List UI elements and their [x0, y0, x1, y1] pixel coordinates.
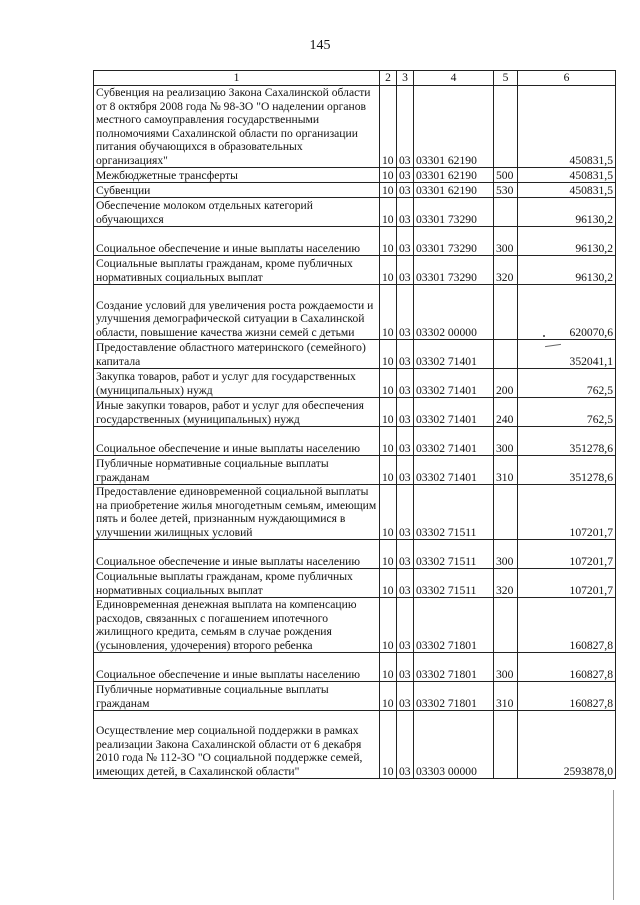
row-expense-type: [494, 711, 518, 779]
row-expense-type: 500: [494, 168, 518, 183]
scan-speck: [543, 335, 545, 337]
row-expense-type: 300: [494, 427, 518, 456]
row-description: Социальное обеспечение и иные выплаты населению: [94, 427, 380, 456]
table-row: [94, 256, 616, 285]
row-section: 10: [380, 256, 397, 285]
row-description: Иные закупки товаров, работ и услуг для обеспечения государственных (муниципальных) нужд: [94, 398, 380, 427]
row-subsection: 03: [397, 456, 414, 485]
row-description: Публичные нормативные социальные выплаты гражданам: [94, 456, 380, 485]
row-amount: 107201,7: [518, 540, 616, 569]
row-subsection: 03: [397, 227, 414, 256]
header-col-5: 5: [494, 71, 518, 86]
row-amount: 352041,1: [518, 340, 616, 369]
row-subsection: 03: [397, 485, 414, 540]
row-section: 10: [380, 485, 397, 540]
table-row: [94, 485, 616, 540]
row-target-code: 03301 73290: [414, 227, 494, 256]
row-target-code: 03302 71511: [414, 485, 494, 540]
table-row: [94, 340, 616, 369]
table-row: [94, 369, 616, 398]
table-header-row: [94, 71, 616, 86]
row-amount: 160827,8: [518, 598, 616, 653]
table-row: [94, 569, 616, 598]
row-amount: 107201,7: [518, 485, 616, 540]
row-amount: 160827,8: [518, 653, 616, 682]
row-subsection: 03: [397, 598, 414, 653]
row-target-code: 03301 62190: [414, 183, 494, 198]
row-subsection: 03: [397, 369, 414, 398]
row-section: 10: [380, 285, 397, 340]
header-col-1: 1: [94, 71, 380, 86]
row-amount: 450831,5: [518, 86, 616, 168]
row-description: Межбюджетные трансферты: [94, 168, 380, 183]
row-target-code: 03302 71511: [414, 540, 494, 569]
row-section: 10: [380, 711, 397, 779]
row-subsection: 03: [397, 569, 414, 598]
table-row: [94, 711, 616, 779]
table-row: [94, 456, 616, 485]
row-amount: 450831,5: [518, 168, 616, 183]
table-row: [94, 682, 616, 711]
row-section: 10: [380, 456, 397, 485]
row-section: 10: [380, 569, 397, 598]
row-subsection: 03: [397, 198, 414, 227]
header-col-3: 3: [397, 71, 414, 86]
row-expense-type: 310: [494, 682, 518, 711]
table-row: [94, 285, 616, 340]
row-expense-type: 240: [494, 398, 518, 427]
row-expense-type: [494, 340, 518, 369]
row-expense-type: 300: [494, 653, 518, 682]
row-amount: 96130,2: [518, 256, 616, 285]
row-target-code: 03302 71401: [414, 340, 494, 369]
row-expense-type: [494, 598, 518, 653]
row-description: Социальное обеспечение и иные выплаты населению: [94, 540, 380, 569]
page-number: 145: [309, 38, 331, 53]
row-amount: 2593878,0: [518, 711, 616, 779]
row-description: Единовременная денежная выплата на компенсацию расходов, связанных с погашением ипотечного жилищного кредита, семьям в случае рождения (усыновления, удочерения) второго ребенка: [94, 598, 380, 653]
row-target-code: 03302 71401: [414, 369, 494, 398]
row-expense-type: 530: [494, 183, 518, 198]
row-expense-type: 320: [494, 569, 518, 598]
row-description: Закупка товаров, работ и услуг для государственных (муниципальных) нужд: [94, 369, 380, 398]
row-subsection: 03: [397, 183, 414, 198]
row-subsection: 03: [397, 340, 414, 369]
table-row: [94, 398, 616, 427]
row-section: 10: [380, 598, 397, 653]
header-col-2: 2: [380, 71, 397, 86]
row-subsection: 03: [397, 256, 414, 285]
row-target-code: 03301 62190: [414, 168, 494, 183]
row-expense-type: 320: [494, 256, 518, 285]
table-row: [94, 598, 616, 653]
row-section: 10: [380, 653, 397, 682]
row-amount: 351278,6: [518, 427, 616, 456]
row-subsection: 03: [397, 86, 414, 168]
row-section: 10: [380, 86, 397, 168]
scan-edge-line: [613, 790, 614, 900]
row-description: Социальные выплаты гражданам, кроме публичных нормативных социальных выплат: [94, 256, 380, 285]
row-amount: 351278,6: [518, 456, 616, 485]
row-description: Предоставление единовременной социальной выплаты на приобретение жилья многодетным семьям, имеющим пять и более детей, признанным нуждающимися в улучшении жилищных условий: [94, 485, 380, 540]
row-expense-type: 200: [494, 369, 518, 398]
row-amount: 620070,6: [518, 285, 616, 340]
row-target-code: 03302 00000: [414, 285, 494, 340]
row-description: Обеспечение молоком отдельных категорий обучающихся: [94, 198, 380, 227]
row-subsection: 03: [397, 427, 414, 456]
row-amount: 160827,8: [518, 682, 616, 711]
row-target-code: 03302 71401: [414, 456, 494, 485]
row-target-code: 03302 71801: [414, 598, 494, 653]
row-description: Предоставление областного материнского (семейного) капитала: [94, 340, 380, 369]
row-amount: 107201,7: [518, 569, 616, 598]
row-target-code: 03301 73290: [414, 198, 494, 227]
row-description: Создание условий для увеличения роста рождаемости и улучшения демографической ситуации в Сахалинской области, повышение качества жизни семей с детьми: [94, 285, 380, 340]
table-row: [94, 198, 616, 227]
row-target-code: 03301 62190: [414, 86, 494, 168]
row-section: 10: [380, 369, 397, 398]
table-row: [94, 168, 616, 183]
row-expense-type: 310: [494, 456, 518, 485]
row-target-code: 03302 71511: [414, 569, 494, 598]
row-subsection: 03: [397, 398, 414, 427]
row-expense-type: 300: [494, 227, 518, 256]
row-amount: 96130,2: [518, 227, 616, 256]
row-target-code: 03302 71401: [414, 398, 494, 427]
budget-table: [93, 70, 616, 779]
row-description: Социальные выплаты гражданам, кроме публичных нормативных социальных выплат: [94, 569, 380, 598]
table-row: [94, 653, 616, 682]
table-row: [94, 227, 616, 256]
row-section: 10: [380, 540, 397, 569]
row-subsection: 03: [397, 540, 414, 569]
table-row: [94, 540, 616, 569]
row-target-code: 03303 00000: [414, 711, 494, 779]
row-subsection: 03: [397, 711, 414, 779]
row-description: Публичные нормативные социальные выплаты гражданам: [94, 682, 380, 711]
row-section: 10: [380, 198, 397, 227]
row-description: Социальное обеспечение и иные выплаты населению: [94, 653, 380, 682]
row-expense-type: 300: [494, 540, 518, 569]
row-description: Осуществление мер социальной поддержки в рамках реализации Закона Сахалинской области от 6 декабря 2010 года № 112-ЗО "О социальной поддержке семей, имеющих детей, в Сахалинской области": [94, 711, 380, 779]
row-target-code: 03302 71801: [414, 682, 494, 711]
row-amount: 450831,5: [518, 183, 616, 198]
row-expense-type: [494, 86, 518, 168]
row-section: 10: [380, 427, 397, 456]
row-section: 10: [380, 168, 397, 183]
header-col-6: 6: [518, 71, 616, 86]
row-amount: 96130,2: [518, 198, 616, 227]
row-expense-type: [494, 198, 518, 227]
table-row: [94, 427, 616, 456]
row-target-code: 03302 71801: [414, 653, 494, 682]
header-col-4: 4: [414, 71, 494, 86]
row-subsection: 03: [397, 285, 414, 340]
row-description: Социальное обеспечение и иные выплаты населению: [94, 227, 380, 256]
row-section: 10: [380, 398, 397, 427]
row-section: 10: [380, 227, 397, 256]
row-amount: 762,5: [518, 369, 616, 398]
row-section: 10: [380, 682, 397, 711]
row-section: 10: [380, 340, 397, 369]
row-expense-type: [494, 285, 518, 340]
row-description: Субвенция на реализацию Закона Сахалинской области от 8 октября 2008 года № 98-ЗО "О наделении органов местного самоуправления государственными полномочиями Сахалинской области по организации питания обучающихся в образовательных организациях": [94, 86, 380, 168]
row-target-code: 03301 73290: [414, 256, 494, 285]
row-amount: 762,5: [518, 398, 616, 427]
row-section: 10: [380, 183, 397, 198]
row-expense-type: [494, 485, 518, 540]
table-row: [94, 86, 616, 168]
row-subsection: 03: [397, 168, 414, 183]
row-subsection: 03: [397, 682, 414, 711]
table-row: [94, 183, 616, 198]
row-subsection: 03: [397, 653, 414, 682]
row-description: Субвенции: [94, 183, 380, 198]
row-target-code: 03302 71401: [414, 427, 494, 456]
